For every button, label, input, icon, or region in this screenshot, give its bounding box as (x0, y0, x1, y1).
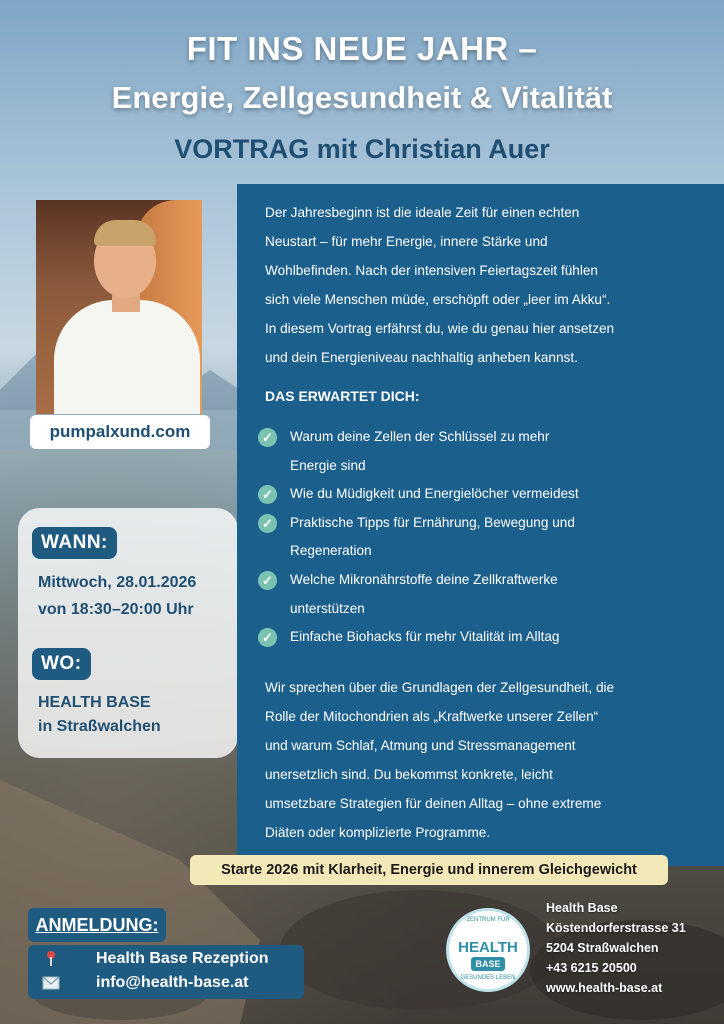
map-pin-icon (42, 950, 60, 966)
event-time: von 18:30–20:00 Uhr (38, 601, 194, 618)
check-icon: ✓ (258, 571, 277, 590)
intro-paragraph: Der Jahresbeginn ist die ideale Zeit für einen echten Neustart – für mehr Energie, innere Stärke und Wohlbefinden. Nach der intensiven Feiertagszeit fühlen sich viele Menschen müde, erschöpft oder „leer im Akku“. In diesem Vortrag erfährst du, wie du genau hier ansetzen und dein Energieniveau nachhaltig anheben kannst. (265, 205, 615, 365)
registration-label: ANMELDUNG: (28, 908, 166, 942)
check-icon: ✓ (258, 628, 277, 647)
motto-banner: Starte 2026 mit Klarheit, Energie und innerem Gleichgewicht (190, 855, 668, 885)
address-city: 5204 Straßwalchen (546, 941, 659, 955)
talk-subtitle: VORTRAG mit Christian Auer (174, 134, 550, 164)
venue-name: HEALTH BASE (38, 694, 151, 711)
contact-address (546, 898, 686, 998)
list-item: ✓ Wie du Müdigkeit und Energielöcher vermeidest (258, 480, 698, 509)
list-item: ✓ Praktische Tipps für Ernährung, Bewegung und Regeneration (258, 509, 698, 566)
registration-reception: Health Base Rezeption (96, 950, 269, 967)
mail-icon (42, 975, 60, 991)
list-item: ✓ Welche Mikronährstoffe deine Zellkraftwerke unterstützen (258, 566, 698, 623)
list-item: ✓ Einfache Biohacks für mehr Vitalität im Alltag (258, 623, 698, 652)
address-phone[interactable]: +43 6215 20500 (546, 961, 637, 975)
expect-heading: DAS ERWARTET DICH: (265, 388, 420, 404)
address-web-link[interactable]: www.health-base.at (546, 981, 663, 995)
speaker-website-link[interactable]: pumpalxund.com (30, 415, 210, 449)
when-label: WANN: (32, 527, 117, 559)
title-line-1: FIT INS NEUE JAHR – (186, 30, 538, 67)
event-date: Mittwoch, 28.01.2026 (38, 574, 197, 591)
list-item: ✓ Warum deine Zellen der Schlüssel zu mehr Energie sind (258, 423, 698, 480)
check-icon: ✓ (258, 514, 277, 533)
check-icon: ✓ (258, 428, 277, 447)
closing-paragraph: Wir sprechen über die Grundlagen der Zellgesundheit, die Rolle der Mitochondrien als „Kraftwerke unserer Zellen“ und warum Schlaf, Atmung und Stressmanagement unersetzlich sind. Du bekommst konkrete, leicht umsetzbare Strategien für deinen Alltag – ohne extreme Diäten oder komplizierte Programme. (265, 680, 615, 840)
where-label: WO: (32, 648, 91, 680)
address-name: Health Base (546, 901, 618, 915)
address-street: Köstendorferstrasse 31 (546, 921, 686, 935)
check-icon: ✓ (258, 485, 277, 504)
speaker-photo (36, 200, 202, 414)
health-base-logo: ZENTRUM FÜR HEALTH BASE GESUNDES LEBEN (446, 908, 530, 992)
title-line-2: Energie, Zellgesundheit & Vitalität (111, 80, 613, 115)
registration-email-link[interactable]: info@health-base.at (96, 974, 249, 991)
venue-location: in Straßwalchen (38, 718, 161, 735)
expect-list (258, 423, 698, 652)
